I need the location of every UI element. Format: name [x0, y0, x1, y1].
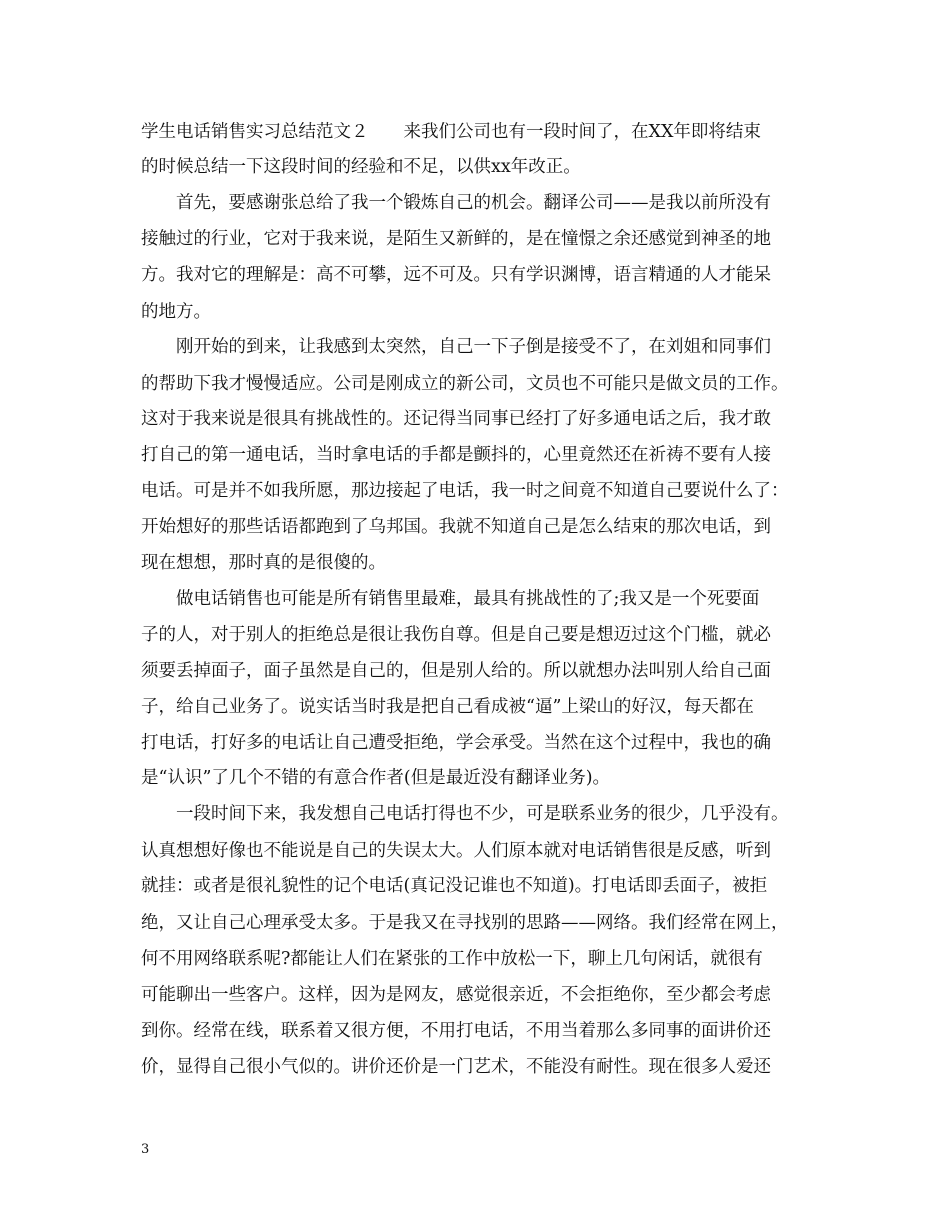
text-line: 须要丢掉面子，面子虽然是自己的，但是别人给的。所以就想办法叫别人给自己面: [141, 661, 771, 681]
text-line: 刚开始的到来，让我感到太突然，自己一下子倒是接受不了，在刘姐和同事们: [141, 337, 771, 357]
text-line: 认真想想好像也不能说是自己的失误太大。人们原本就对电话销售很是反感，听到: [141, 841, 771, 861]
text-line: 打自己的第一通电话，当时拿电话的手都是颤抖的，心里竟然还在祈祷不要有人接: [141, 445, 771, 465]
text-line: 绝，又让自己心理承受太多。于是我又在寻找别的思路——网络。我们经常在网上，: [141, 913, 789, 933]
text-line: 的时候总结一下这段时间的经验和不足，以供xx年改正。: [141, 157, 581, 177]
text-line: 子的人，对于别人的拒绝总是很让我伤自尊。但是自己要是想迈过这个门槛，就必: [141, 625, 771, 645]
text-line: 是“认识”了几个不错的有意合作者(但是最近没有翻译业务)。: [141, 768, 611, 788]
text-line: 子，给自己业务了。说实话当时我是把自己看成被“逼”上梁山的好汉，每天都在: [141, 697, 754, 717]
text-line: 方。我对它的理解是：高不可攀，远不可及。只有学识渊博，语言精通的人才能呆: [141, 265, 771, 285]
text-line: 打电话，打好多的电话让自己遭受拒绝，学会承受。当然在这个过程中，我也的确: [141, 733, 771, 753]
text-line: 就挂：或者是很礼貌性的记个电话(真记没记谁也不知道)。打电话即丢面子，被拒: [141, 876, 768, 896]
text-line: 首先，要感谢张总给了我一个锻炼自己的机会。翻译公司——是我以前所没有: [141, 193, 771, 213]
text-line: 这对于我来说是很具有挑战性的。还记得当同事已经打了好多通电话之后，我才敢: [141, 409, 771, 429]
text-line: 开始想好的那些话语都跑到了乌邦国。我就不知道自己是怎么结束的那次电话，到: [141, 517, 771, 537]
text-line: 做电话销售也可能是所有销售里最难，最具有挑战性的了;我又是一个死要面: [141, 589, 760, 609]
text-line: 价，显得自己很小气似的。讲价还价是一门艺术，不能没有耐性。现在很多人爱还: [141, 1057, 771, 1077]
text-line: 的地方。: [141, 302, 211, 322]
text-line: 电话。可是并不如我所愿，那边接起了电话，我一时之间竟不知道自己要说什么了：: [141, 481, 789, 501]
text-line: 一段时间下来，我发想自己电话打得也不少，可是联系业务的很少，几乎没有。: [141, 804, 789, 824]
text-line: 学生电话销售实习总结范文２ 来我们公司也有一段时间了，在XX年即将结束: [141, 122, 761, 142]
text-line: 可能聊出一些客户。这样，因为是网友，感觉很亲近，不会拒绝你，至少都会考虑: [141, 985, 771, 1005]
text-line: 的帮助下我才慢慢适应。公司是刚成立的新公司，文员也不可能只是做文员的工作。: [141, 374, 789, 394]
text-line: 现在想想，那时真的是很傻的。: [141, 553, 386, 573]
text-line: 到你。经常在线，联系着又很方便，不用打电话，不用当着那么多同事的面讲价还: [141, 1021, 771, 1041]
page-number: 3: [141, 1142, 150, 1157]
text-line: 何不用网络联系呢?都能让人们在紧张的工作中放松一下，聊上几句闲话，就很有: [141, 949, 763, 969]
text-line: 接触过的行业，它对于我来说，是陌生又新鲜的，是在憧憬之余还感觉到神圣的地: [141, 229, 771, 249]
